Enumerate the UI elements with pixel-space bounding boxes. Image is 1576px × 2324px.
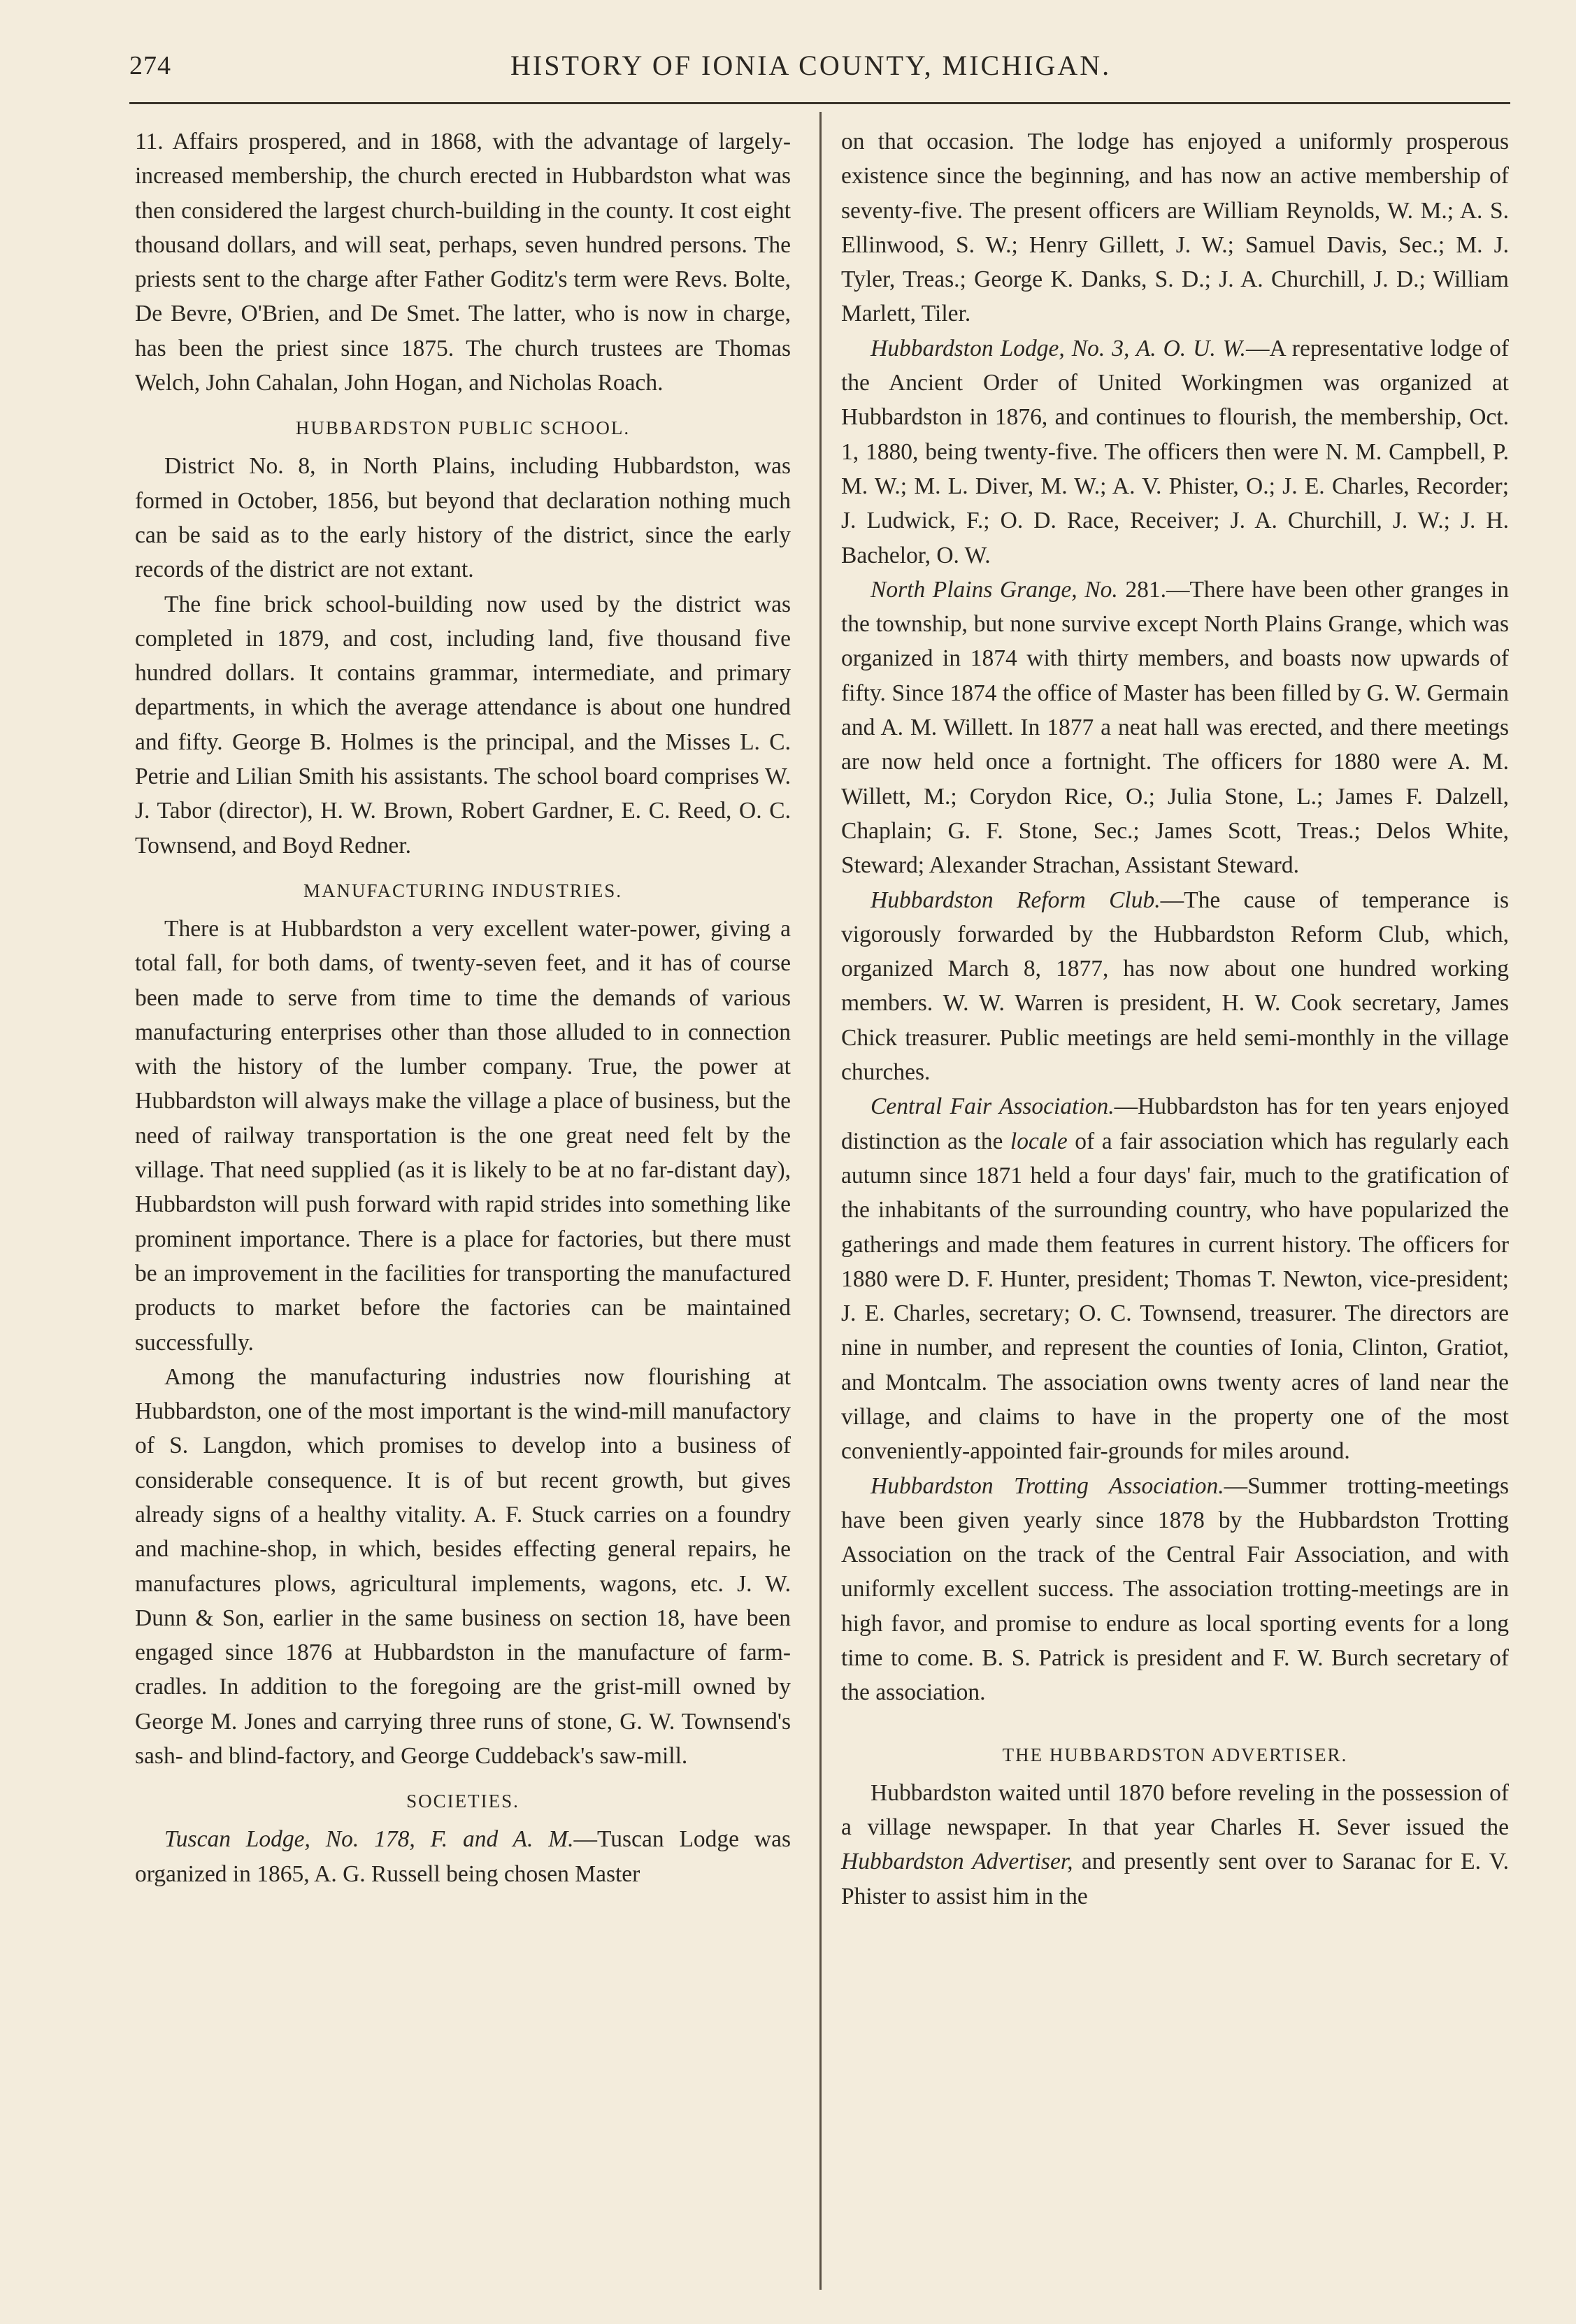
page-number: 274	[129, 51, 171, 80]
paragraph-advertiser	[841, 1776, 1509, 1914]
fair-locale-word: locale	[1010, 1128, 1068, 1154]
auw-lodge-name: Hubbardston Lodge, No. 3, A. O. U. W.	[871, 335, 1246, 361]
paragraph-industries: Among the manufacturing industries now flourishing at Hubbardston, one of the most important is the wind-mill manufactory of S. Langdon, which promises to develop into a business of considerable consequence. It is of but recent growth, but gives already signs of a healthy vitality. A. F. Stuck carries on a foundry and machine-shop, in which, besides effecting general repairs, he manufactures plows, agricultural implements, wagons, etc. J. W. Dunn & Son, earlier in the same business on section 18, have been engaged since 1876 at Hubbardston in the manufacture of farm-cradles. In addition to the foregoing are the grist-mill owned by George M. Jones and carrying three runs of stone, G. W. Townsend's sash- and blind-factory, and George Cuddeback's saw-mill.	[135, 1363, 791, 1770]
paragraph-reform-club	[841, 883, 1509, 1090]
advertiser-text-part-2: and presently sent over to Saranac for E. V. Phister to assist him in the	[841, 1849, 1510, 1909]
column-divider	[819, 112, 822, 2290]
advertiser-text-part-1: Hubbardston waited until 1870 before reveling in the possession of a village newspaper. In that year Charles H. Sever issued the	[841, 1779, 1509, 1840]
paragraph-auw-lodge	[841, 331, 1509, 573]
heading-public-school: HUBBARDSTON PUBLIC SCHOOL.	[295, 417, 631, 439]
paragraph-grange	[841, 573, 1509, 883]
tuscan-lodge-text: —Tuscan Lodge was organized in 1865, A. G. Russell being chosen Master	[135, 1826, 791, 1887]
paragraph-water-power: There is at Hubbardston a very excellent water-power, giving a total fall, for both dams, of twenty-seven feet, and it has of course been made to serve from time to time the demands of various manufacturing enterprises other than those alluded to in connection with the history of the lumber company. True, the power at Hubbardston will always make the village a place of business, but the need of railway transportation is the one great need felt by the village. That need supplied (as it is likely to be at no far-distant day), Hubbardston will push forward with rapid strides into something like prominent importance. There is a place for factories, but there must be an improvement in the facilities for transporting the manufactured products to market before the factories can be maintained successfully.	[135, 915, 791, 1356]
running-title: HISTORY OF IONIA COUNTY, MICHIGAN.	[510, 50, 1112, 81]
tuscan-lodge-name: Tuscan Lodge, No. 178, F. and A. M.	[164, 1826, 574, 1853]
heading-manufacturing: MANUFACTURING INDUSTRIES.	[303, 880, 622, 901]
header-rule	[129, 102, 1510, 104]
left-column	[135, 124, 791, 1891]
paragraph-church: 11. Affairs prospered, and in 1868, with the advantage of largely-increased membership, the church erected in Hubbardston what was then considered the largest church-building in the county. It cost eight thousand dollars, and will seat, perhaps, seven hundred persons. The priests sent to the charge after Father Goditz's term were Revs. Bolte, De Bevre, O'Brien, and De Smet. The latter, who is now in charge, has been the priest since 1875. The church trustees are Thomas Welch, John Cahalan, John Hogan, and Nicholas Roach.	[135, 129, 791, 396]
fair-association-name: Central Fair Association.	[871, 1093, 1115, 1120]
auw-lodge-text: —A representative lodge of the Ancient Order of United Workingmen was organized at Hubbardston in 1876, and continues to flourish, the membership, Oct. 1, 1880, being twenty-five. The officers then were N. M. Campbell, P. M. W.; M. L. Diver, M. W.; A. V. Phister, O.; J. E. Charles, Recorder; J. Ludwick, F.; O. D. Race, Receiver; J. A. Churchill, J. W.; J. H. Bachelor, O. W.	[841, 335, 1510, 568]
paragraph-tuscan-continued: on that occasion. The lodge has enjoyed a uniformly prosperous existence since the beginning, and has now an active membership of seventy-five. The present officers are William Reynolds, W. M.; A. S. Ellinwood, S. W.; Henry Gillett, J. W.; Samuel Davis, Sec.; M. J. Tyler, Treas.; George K. Danks, S. D.; J. A. Churchill, J. D.; William Marlett, Tiler.	[841, 129, 1509, 327]
advertiser-paper-name: Hubbardston Advertiser,	[841, 1849, 1073, 1875]
heading-societies: SOCIETIES.	[406, 1791, 520, 1812]
paragraph-tuscan-lodge	[135, 1822, 791, 1891]
fair-text-part-2: of a fair association which has regularly each autumn since 1871 held a four days' fair, much to the gratification of the inhabitants of the surrounding country, who have popularized the gatherings and made them features in current history. The officers for 1880 were D. F. Hunter, president; Thomas T. Newton, vice-president; J. E. Charles, secretary; O. C. Townsend, treasurer. The directors are nine in number, and represent the counties of Ionia, Clinton, Gratiot, and Montcalm. The association owns twenty acres of land near the village, and claims to have in the property one of the most conveniently-appointed fair-grounds for miles around.	[841, 1128, 1509, 1465]
paragraph-district: District No. 8, in North Plains, including Hubbardston, was formed in October, 1856, but beyond that declaration nothing much can be said as to the early history of the district, since the early records of the district are not extant.	[135, 453, 791, 583]
paragraph-fair-association	[841, 1089, 1509, 1468]
reform-club-name: Hubbardston Reform Club.	[871, 887, 1161, 913]
paragraph-trotting-association	[841, 1469, 1509, 1710]
reform-club-text: —The cause of temperance is vigorously forwarded by the Hubbardston Reform Club, which, organized March 8, 1877, has now about one hundred working members. W. W. Warren is president, H. W. Cook secretary, James Chick treasurer. Public meetings are held semi-monthly in the village churches.	[841, 887, 1509, 1086]
heading-advertiser: THE HUBBARDSTON ADVERTISER.	[1002, 1744, 1348, 1765]
grange-text: 281.—There have been other granges in the township, but none survive except North Plains Grange, which was organized in 1874 with thirty members, and boasts now upwards of fifty. Since 1874 the office of Master has been filled by G. W. Germain and A. M. Willett. In 1877 a neat hall was erected, and there meetings are now held once a fortnight. The officers for 1880 were A. M. Willett, M.; Corydon Rice, O.; Julia Stone, L.; James F. Dalzell, Chaplain; G. F. Stone, Sec.; James Scott, Treas.; Delos White, Steward; Alexander Strachan, Assistant Steward.	[841, 576, 1510, 879]
right-column	[841, 124, 1509, 1914]
fair-text-part-1: —Hubbardston has for ten years enjoyed distinction as the	[841, 1093, 1509, 1154]
trotting-association-name: Hubbardston Trotting Association.	[871, 1472, 1224, 1499]
paragraph-school-building: The fine brick school-building now used by the district was completed in 1879, and cost, including land, five thousand five hundred dollars. It contains grammar, intermediate, and primary departments, in which the average attendance is about one hundred and fifty. George B. Holmes is the principal, and the Misses L. C. Petrie and Lilian Smith his assistants. The school board comprises W. J. Tabor (director), H. W. Brown, Robert Gardner, E. C. Reed, O. C. Townsend, and Boyd Redner.	[135, 591, 791, 859]
trotting-text: —Summer trotting-meetings have been given yearly since 1878 by the Hubbardston Trotting Association on the track of the Central Fair Association, and with uniformly excellent success. The association trotting-meetings are in high favor, and promise to endure as local sporting events for a long time to come. B. S. Patrick is president and F. W. Burch secretary of the association.	[841, 1472, 1509, 1706]
grange-name: North Plains Grange, No.	[871, 576, 1118, 603]
